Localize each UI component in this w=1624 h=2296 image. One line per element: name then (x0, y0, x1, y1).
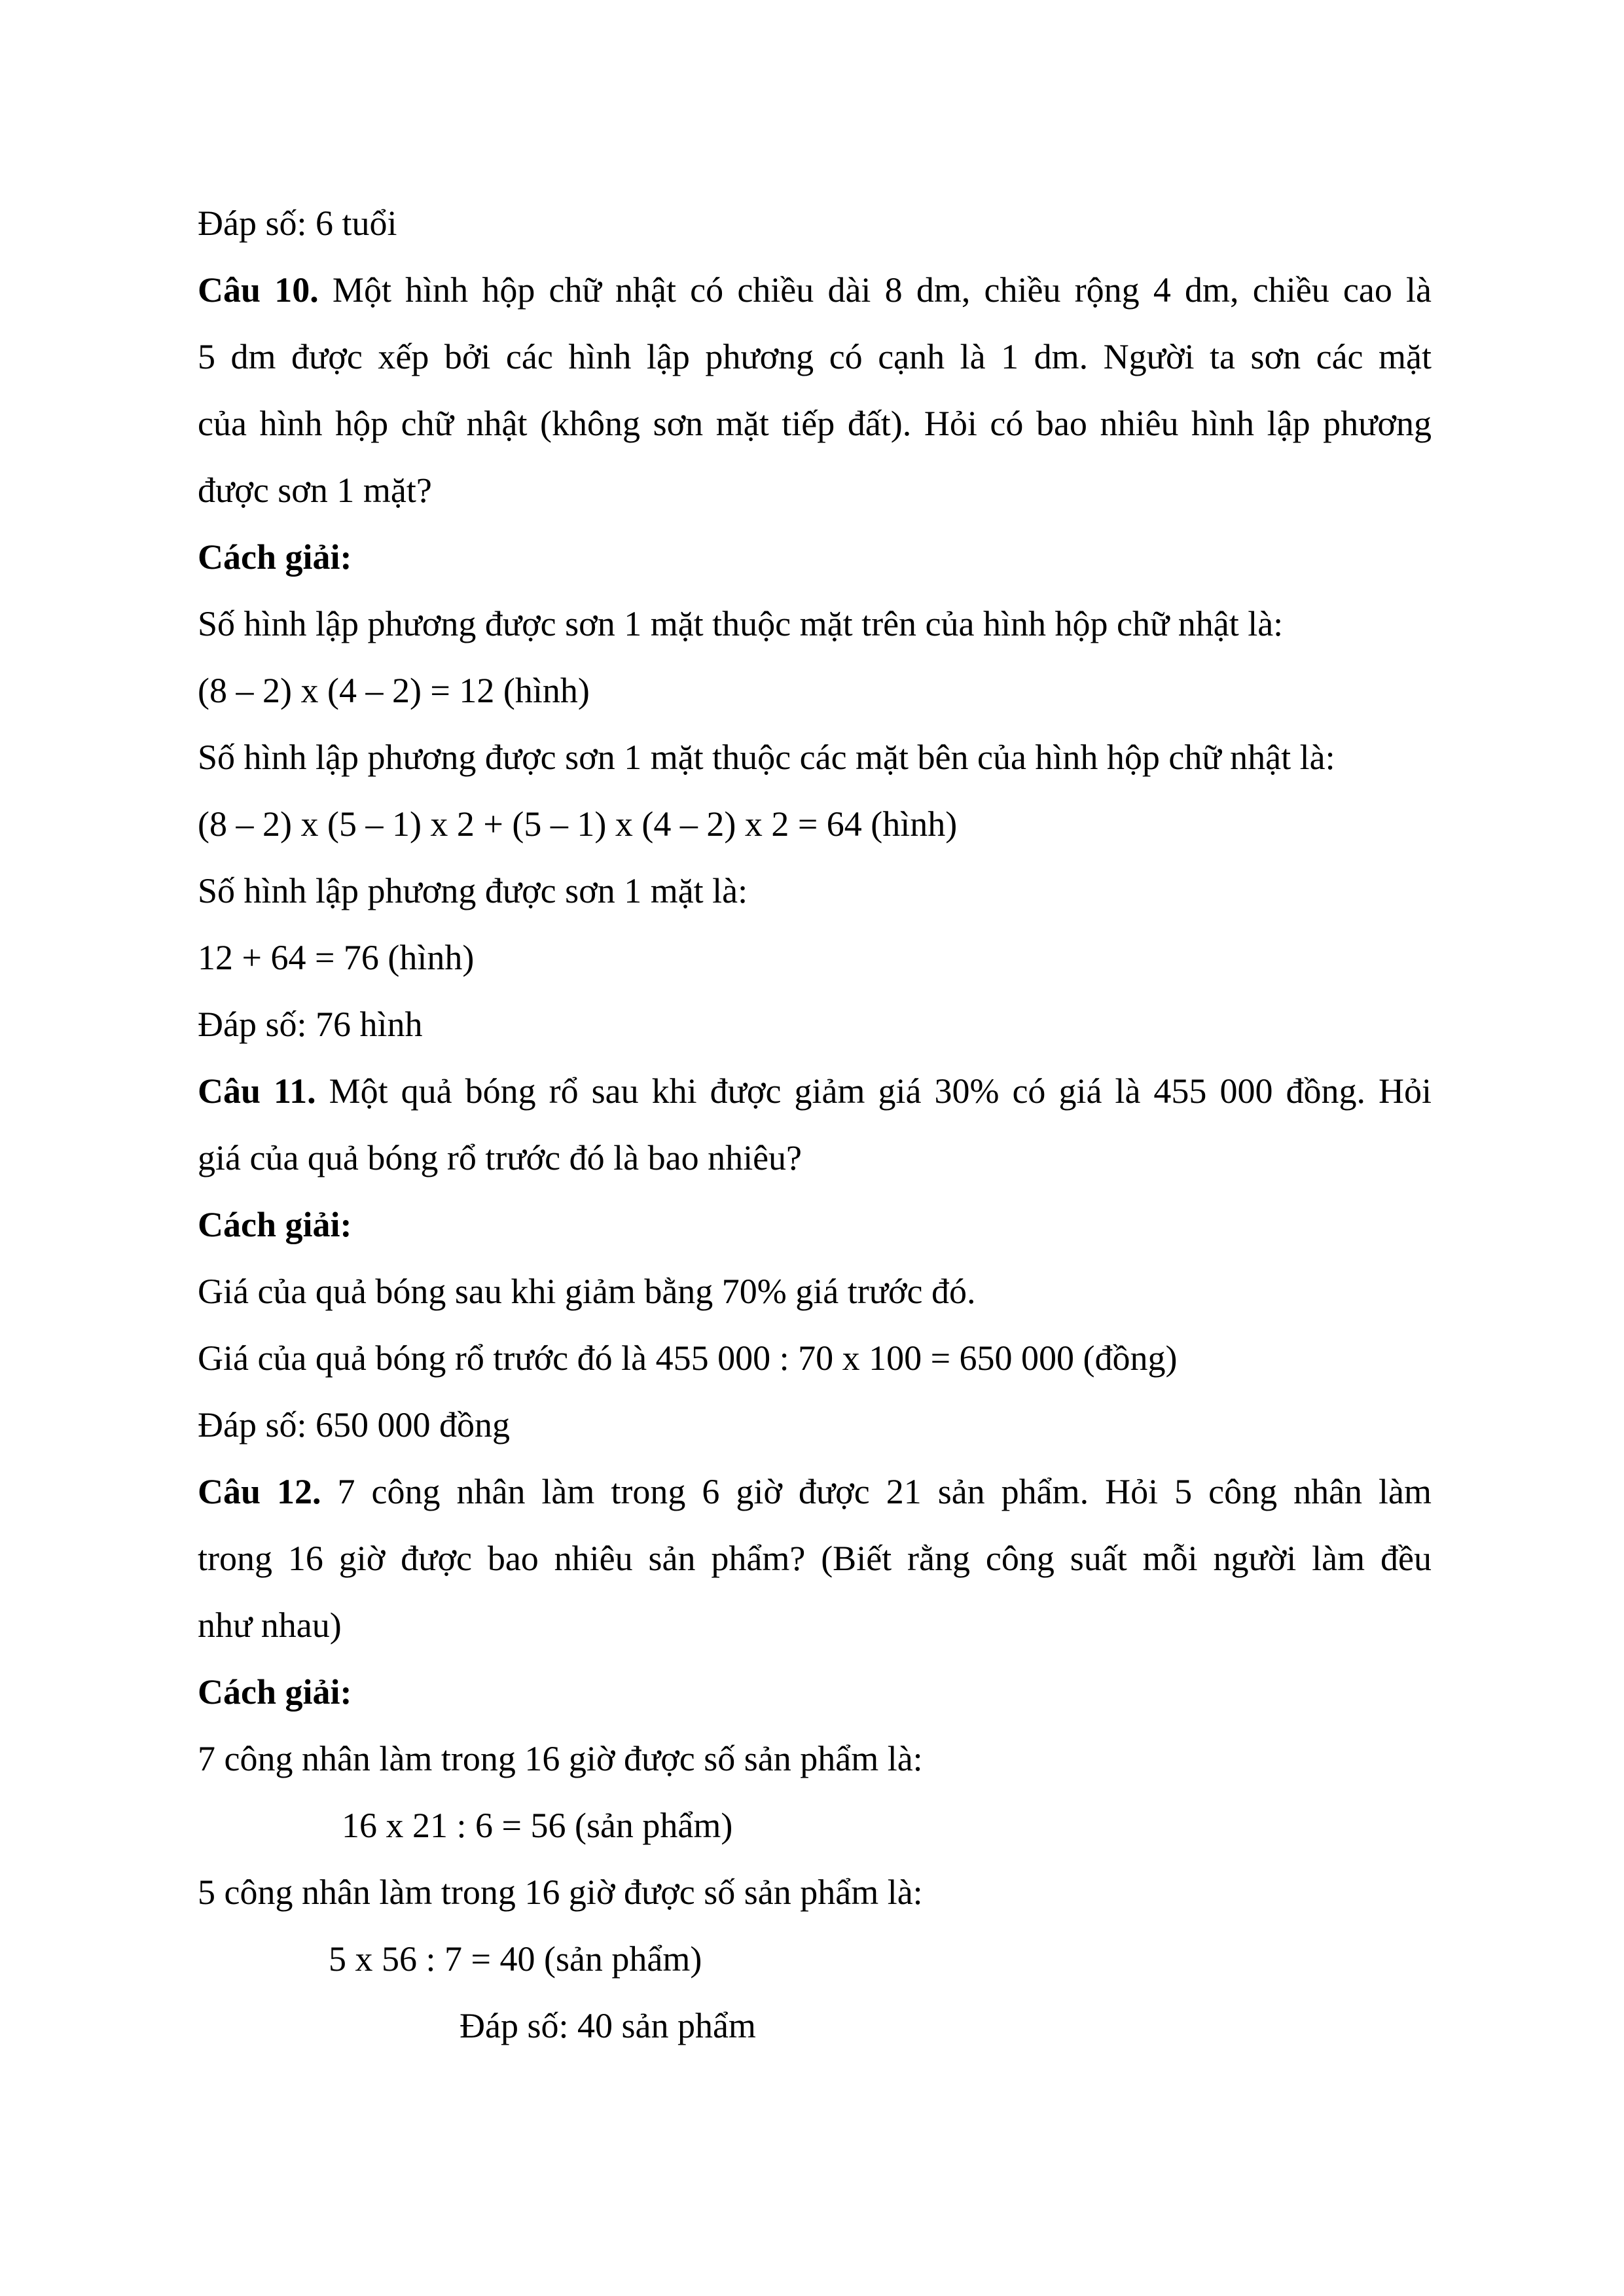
question-10-label: Câu 10. (198, 270, 319, 310)
solution-10-line-3: Số hình lập phương được sơn 1 mặt thuộc các mặt bên của hình hộp chữ nhật là: (198, 738, 1335, 777)
question-10-text-1: Một hình hộp chữ nhật có chiều dài 8 dm, chiều rộng 4 dm, chiều cao là (318, 270, 1432, 310)
question-12-line-3: như nhau) (198, 1605, 342, 1645)
document-body (198, 190, 1432, 2059)
question-12-line-1 (198, 1458, 1432, 1525)
solution-10-line-6: 12 + 64 = 76 (hình) (198, 938, 475, 977)
solution-12-line-1: 7 công nhân làm trong 16 giờ được số sản phẩm là: (198, 1739, 923, 1778)
answer-q12: Đáp số: 40 sản phẩm (460, 2006, 756, 2045)
question-12-text-1: 7 công nhân làm trong 6 giờ được 21 sản phẩm. Hỏi 5 công nhân làm (321, 1472, 1432, 1511)
question-12-line-2: trong 16 giờ được bao nhiêu sản phẩm? (Biết rằng công suất mỗi người làm đều (198, 1539, 1432, 1578)
answer-q11: Đáp số: 650 000 đồng (198, 1405, 510, 1444)
solution-10-line-2: (8 – 2) x (4 – 2) = 12 (hình) (198, 671, 590, 710)
question-12-label: Câu 12. (198, 1472, 321, 1511)
question-11-text-1: Một quả bóng rổ sau khi được giảm giá 30% có giá là 455 000 đồng. Hỏi (316, 1071, 1432, 1111)
solution-10-line-1: Số hình lập phương được sơn 1 mặt thuộc mặt trên của hình hộp chữ nhật là: (198, 604, 1284, 643)
question-11-label: Câu 11. (198, 1071, 316, 1111)
question-11-line-1 (198, 1058, 1432, 1124)
question-10-line-2: 5 dm được xếp bởi các hình lập phương có cạnh là 1 dm. Người ta sơn các mặt (198, 337, 1432, 376)
solution-11-line-1: Giá của quả bóng sau khi giảm bằng 70% giá trước đó. (198, 1272, 976, 1311)
solution-12-heading: Cách giải: (198, 1672, 352, 1712)
question-10-line-4: được sơn 1 mặt? (198, 471, 432, 510)
answer-q9: Đáp số: 6 tuổi (198, 204, 397, 243)
solution-12-line-2: 16 x 21 : 6 = 56 (sản phẩm) (342, 1806, 733, 1845)
solution-11-heading: Cách giải: (198, 1205, 352, 1244)
question-10-line-1 (198, 257, 1432, 323)
question-11-line-2: giá của quả bóng rổ trước đó là bao nhiêu? (198, 1138, 803, 1177)
answer-q10: Đáp số: 76 hình (198, 1005, 423, 1044)
solution-11-line-2: Giá của quả bóng rổ trước đó là 455 000 : 70 x 100 = 650 000 (đồng) (198, 1338, 1178, 1378)
solution-12-line-3: 5 công nhân làm trong 16 giờ được số sản phẩm là: (198, 1873, 923, 1912)
solution-12-line-4: 5 x 56 : 7 = 40 (sản phẩm) (329, 1939, 702, 1979)
solution-10-line-5: Số hình lập phương được sơn 1 mặt là: (198, 871, 748, 910)
question-10-line-3: của hình hộp chữ nhật (không sơn mặt tiếp đất). Hỏi có bao nhiêu hình lập phương (198, 404, 1432, 443)
solution-10-heading: Cách giải: (198, 537, 352, 577)
solution-10-line-4: (8 – 2) x (5 – 1) x 2 + (5 – 1) x (4 – 2) x 2 = 64 (hình) (198, 804, 958, 844)
